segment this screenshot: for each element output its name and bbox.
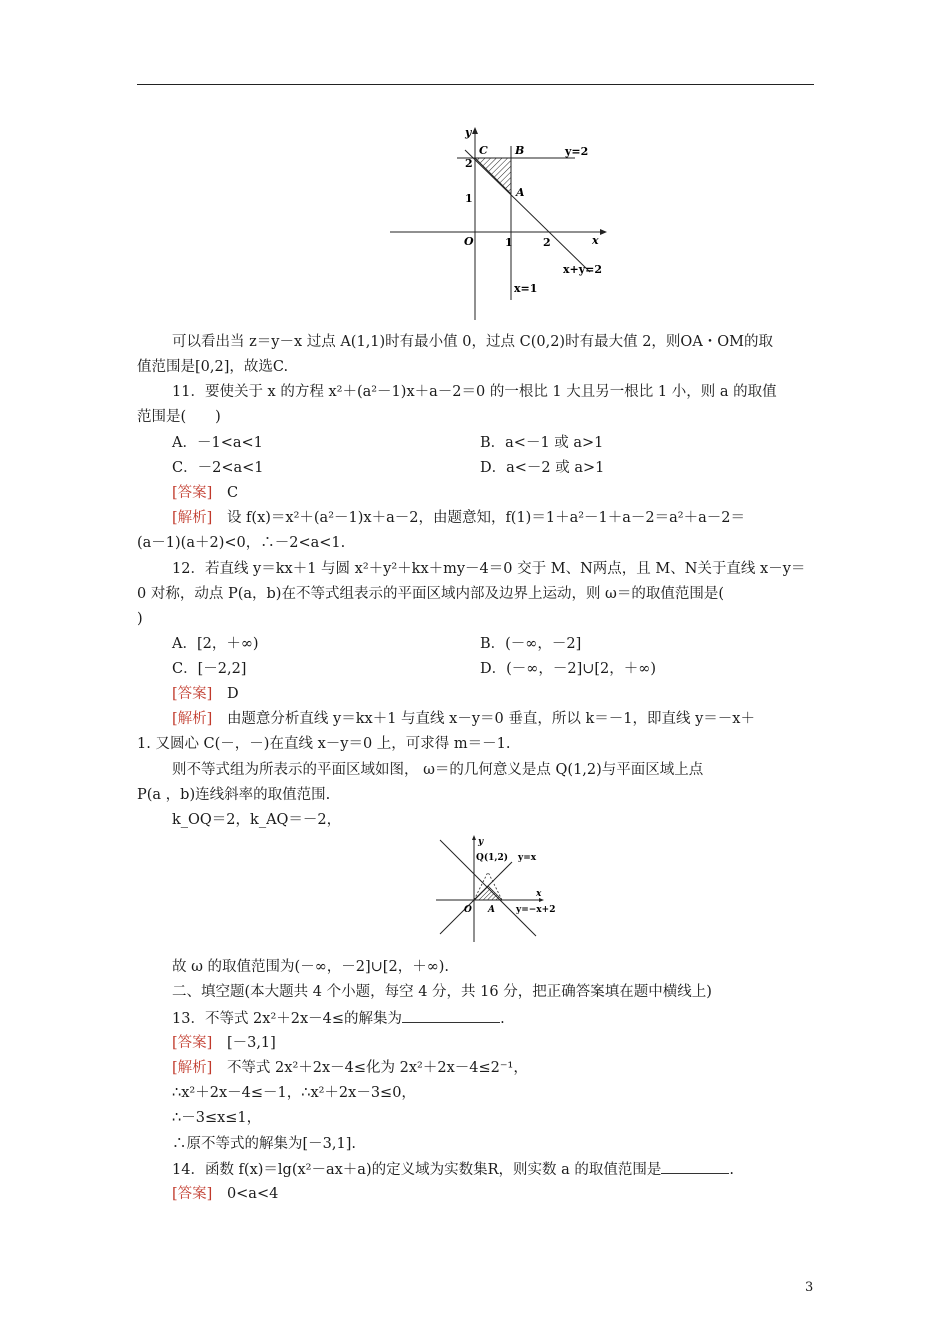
q13-analysis-3: ∴－3≤x≤1， [172,1110,262,1126]
q13-answer-row [172,1033,276,1053]
origin-label: O [464,905,472,915]
q13-answer: [－3,1] [226,1035,276,1051]
q12-stem-1: 12．若直线 y＝kx＋1 与圆 x²＋y²＋kx＋my－4＝0 交于 M、N两点，且 M、N关于直线 x－y＝ [172,561,806,577]
tick-y2: 2 [465,157,473,170]
q14-stem: 14．函数 f(x)＝lg(x²－ax＋a)的定义域为实数集R，则实数 a 的取值范围是 [172,1162,662,1178]
q11-analysis-1: 设 f(x)＝x²＋(a²－1)x＋a－2，由题意知，f(1)＝1＋a²－1＋a－2＝a²＋a－2＝ [226,510,745,526]
q11-stem-1: 11．要使关于 x 的方程 x²＋(a²－1)x＋a－2＝0 的一根比 1 大且另一根比 1 小，则 a 的取值 [172,384,777,400]
y-axis-label: y [465,126,472,139]
xy2-label: x+y=2 [563,263,603,276]
q14-answer-row [172,1184,278,1204]
feasible-region-figure-2 [432,832,572,944]
q11-answer-row [172,483,238,503]
q14-stem-row: 14．函数 f(x)＝lg(x²－ax＋a)的定义域为实数集R，则实数 a 的取值范围是 . [172,1159,734,1180]
answer-tag: [答案] [172,686,213,702]
point-c-label: C [479,144,488,157]
page-number: 3 [805,1280,814,1295]
y-eq-neg-x-plus-2-label: y=−x+2 [516,905,556,915]
q13-stem-row: 13．不等式 2x²＋2x－4≤的解集为 . [172,1008,505,1029]
x1-label: x=1 [514,282,538,295]
solution-text-1: 可以看出当 z＝y－x 过点 A(1,1)时有最小值 0，过点 C(0,2)时有最大值 2，则OA・OM的取 [172,334,774,350]
q12-analysis-1: 由题意分析直线 y＝kx＋1 与直线 x－y＝0 垂直，所以 k＝－1，即直线 y＝－x＋ [226,711,755,727]
q12-analysis-row [172,709,755,729]
q13-blank [402,1008,500,1023]
q12-option-d: D．(－∞，－2]∪[2，＋∞) [480,661,657,677]
answer-tag: [答案] [172,485,213,501]
q11-option-d: D．a<－2 或 a>1 [480,460,605,476]
tick-y1: 1 [465,192,473,205]
q14-blank [661,1159,729,1174]
x-axis-label: x [536,889,542,899]
q11-option-c: C．－2<a<1 [172,460,264,476]
answer-tag: [答案] [172,1186,213,1202]
q11-analysis-2: (a－1)(a＋2)<0，∴－2<a<1. [137,535,346,551]
q12-analysis-2: 1. 又圆心 C(－，－)在直线 x－y＝0 上，可求得 m＝－1. [137,736,511,752]
q12-conclusion: 故 ω 的取值范围为(－∞，－2]∪[2，＋∞). [172,959,450,975]
header-rule [137,84,814,85]
q13-analysis-1: 不等式 2x²＋2x－4≤化为 2x²＋2x－4≤2⁻¹， [226,1060,528,1076]
q13-analysis-2: ∴x²＋2x－4≤－1，∴x²＋2x－3≤0， [172,1085,416,1101]
line-x-plus-y-2 [465,150,590,272]
q12-stem-3: ) [137,611,143,627]
section-2-heading: 二、填空题(本大题共 4 个小题，每空 4 分，共 16 分，把正确答案填在题中横线上) [172,984,712,1000]
q12-analysis-3: 则不等式组为所表示的平面区域如图， ω＝的几何意义是点 Q(1,2)与平面区域上点 [172,762,704,778]
q13-analysis-4: ∴原不等式的解集为[－3,1]. [172,1136,356,1152]
point-b-label: B [515,144,525,157]
q13-stem: 13．不等式 2x²＋2x－4≤的解集为 [172,1011,403,1027]
q12-analysis-4: P(a ，b)连线斜率的取值范围. [137,787,331,803]
tick-x1: 1 [505,236,513,249]
answer-tag: [答案] [172,1035,213,1051]
y2-label: y=2 [565,145,589,158]
y-axis-label: y [478,837,484,847]
q11-analysis-row [172,508,745,528]
q11-stem-2: 范围是( ) [137,409,221,425]
point-a-label: A [516,186,525,199]
analysis-tag: [解析] [172,711,213,727]
q11-option-b: B．a<－1 或 a>1 [480,435,604,451]
origin-label: O [464,235,474,248]
q11-option-a: A．－1<a<1 [172,435,263,451]
y-eq-x-label: y=x [518,853,537,863]
q12-option-c: C．[－2,2] [172,661,247,677]
q12-option-a: A．[2，＋∞) [172,636,259,652]
x-axis-label: x [592,234,599,247]
point-q-label: Q(1,2) [476,853,509,863]
analysis-tag: [解析] [172,1060,213,1076]
q12-answer-row [172,684,239,704]
feasible-region-figure-1 [385,122,610,322]
q12-stem-2: 0 对称，动点 P(a，b)在不等式组表示的平面区域内部及边界上运动，则 ω＝的取值范围是( [137,586,725,602]
q12-answer: D [226,686,239,702]
shaded-region [474,886,502,900]
shaded-region [475,158,511,194]
q12-analysis-5: k_OQ＝2，k_AQ＝－2， [172,812,342,828]
tick-x2: 2 [543,236,551,249]
q11-answer: C [226,485,239,501]
analysis-tag: [解析] [172,510,213,526]
solution-text-2: 值范围是[0,2]，故选C. [137,359,289,375]
q13-analysis-row [172,1058,528,1078]
point-a-label: A [488,905,495,915]
q12-option-b: B．(－∞，－2] [480,636,582,652]
q14-answer: 0<a<4 [226,1186,279,1202]
